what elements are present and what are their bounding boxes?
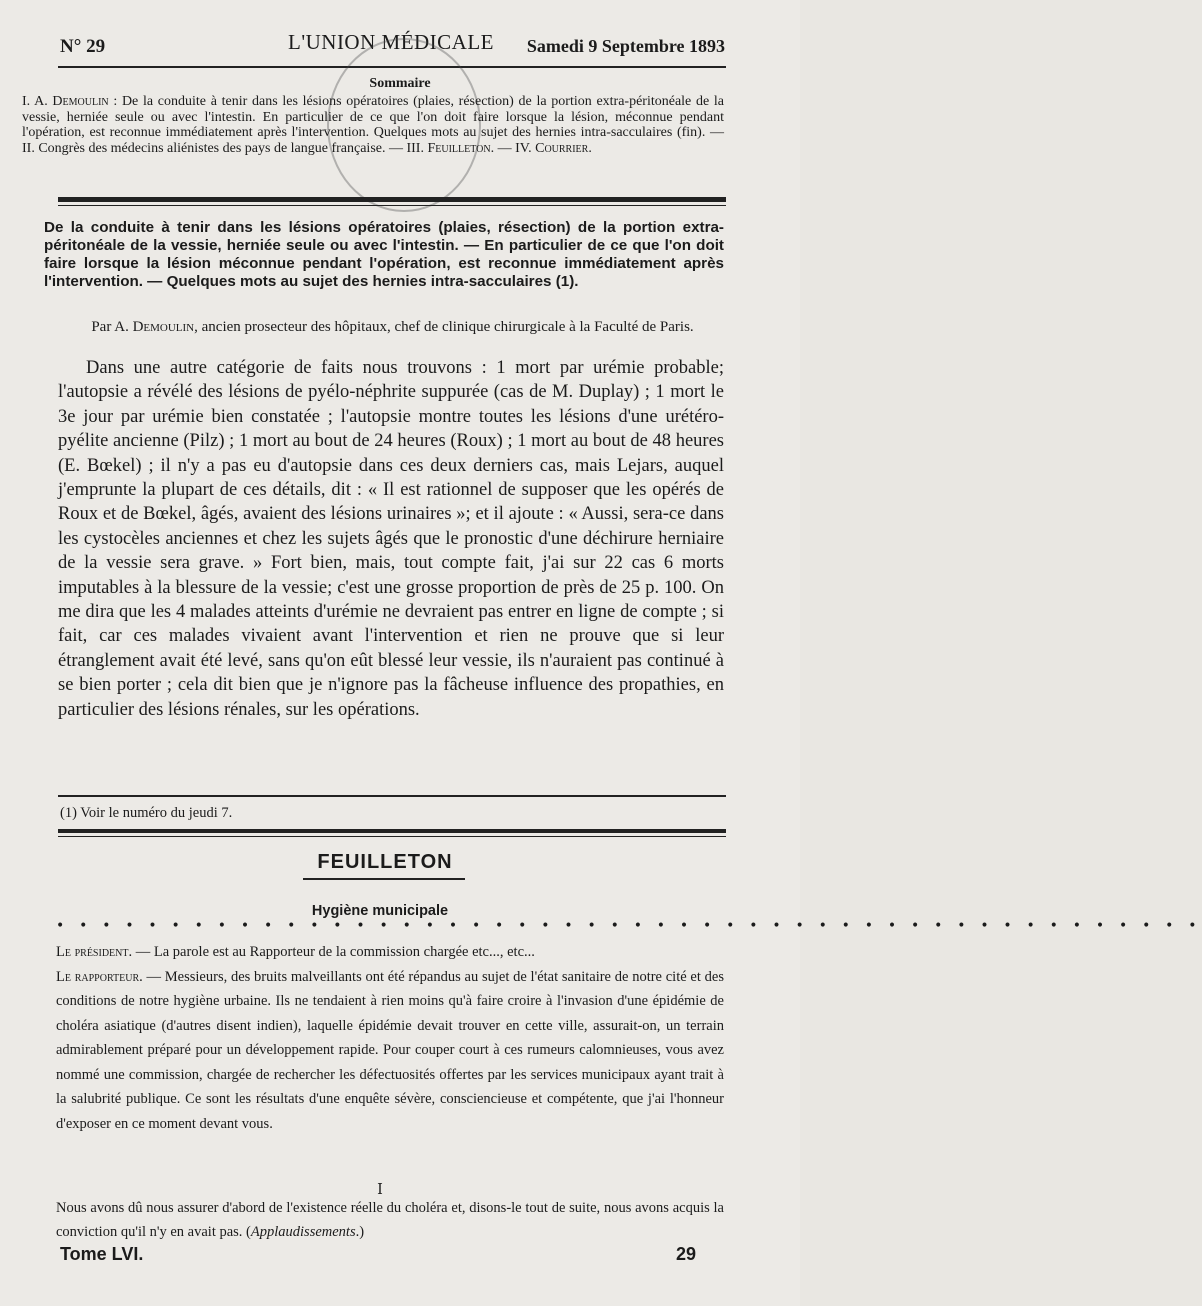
issue-number: N° 29 <box>60 36 106 57</box>
byline-affiliation: , ancien prosecteur des hôpitaux, chef de clinique chirurgicale à la Faculté de Paris. <box>194 319 694 335</box>
byline-author: Demoulin <box>132 319 195 335</box>
byline-prefix: Par A. <box>91 319 133 335</box>
president-speech: — La parole est au Rapporteur de la commission chargée etc..., etc... <box>132 944 535 960</box>
article-byline <box>60 318 725 336</box>
feuilleton-dialogue <box>56 940 724 1136</box>
issue-date: Samedi 9 Septembre 1893 <box>526 36 725 56</box>
footnote-rule <box>58 795 726 797</box>
article-body: Dans une autre catégorie de faits nous trouvons : 1 mort par urémie probable; l'autopsie a révélé des lésions de pyélo-néphrite suppurée (cas de M. Duplay) ; 1 mort le 3e jour par urémie bien constatée ; l'autopsie montre toutes les lésions d'une urétéro-pyélite ancienne (Pilz) ; 1 mort au bout de 24 heures (Roux) ; 1 mort au bout de 48 heures (E. Bœkel) ; il n'y a pas eu d'autopsie dans ces deux derniers cas, mais Lejars, auquel j'emprunte la plupart de ces détails, dit : « Il est rationnel de supposer que les opérés de Roux et de Bœkel, âgés, avaient des lésions urinaires »; et il ajoute : « Aussi, sera-ce dans les cystocèles anciennes et chez les sujets âgés que le pronostic d'une déchirure herniaire de la vessie sera grave. » Fort bien, mais, tout compte fait, j'ai sur 22 cas 6 morts imputables à la blessure de la vessie; c'est une grosse proportion de près de 25 p. 100. On me dira que les 4 malades atteints d'urémie ne devraient pas entrer en ligne de compte ; si fait, car ces malades vivaient avant l'intervention et rien ne prouve que si leur étranglement avait été levé, sans qu'on eût blessé leur vessie, ils n'auraient pas continué à se bien porter ; cela dit bien que je n'ignore pas la fâcheuse influence des propathies, en particulier des lésions rénales, sur les opérations. <box>58 358 724 720</box>
summary-courrier-label: Courrier <box>535 140 589 156</box>
speaker-president: Le président. <box>56 944 133 960</box>
dialogue-line-rapporteur <box>56 965 724 1137</box>
summary-part-2: . — IV. <box>490 140 536 156</box>
footer-tome: Tome LVI. <box>60 1244 144 1264</box>
dialogue-line-president <box>56 940 724 965</box>
summary-rule-thick <box>58 197 726 202</box>
summary-author: Demoulin <box>52 94 109 109</box>
speaker-rapporteur: Le rapporteur. <box>56 968 143 985</box>
feuilleton-heading-underline <box>303 878 465 880</box>
feuilleton-subheading: Hygiène municipale <box>311 903 449 919</box>
rapporteur-speech: — Messieurs, des bruits malveillants ont été répandus au sujet de l'état sanitaire de notre cité et des conditions de notre hygiène urbaine. Ils ne tendaient à rien moins qu'à faire croire à l'invasion d'une épidémie de choléra asiatique (d'autres disent indien), laquelle épidémie devait trouver en cette ville, assurait-on, un terrain admirablement préparé pour un développement rapide. Pour couper court à ces rumeurs calomnieuses, vous avez nommé une commission, chargée de rechercher les défectuosités offertes par les services municipaux ayant trait à la salubrité publique. Ce sont les résultats d'une enquête sévère, consciencieuse et compétente, que j'ai l'honneur d'exposer en ce moment devant vous. <box>56 968 724 1132</box>
footer-page-number: 29 <box>676 1244 697 1264</box>
summary-part-3: . <box>588 140 592 156</box>
summary-title: Sommaire <box>369 76 431 91</box>
footnote: (1) Voir le numéro du jeudi 7. <box>60 805 233 821</box>
summary-rule-thin <box>58 205 726 206</box>
feuilleton-rule-top <box>58 829 726 833</box>
feuilleton-rule-bottom <box>58 836 726 837</box>
journal-title: L'UNION MÉDICALE <box>288 30 495 54</box>
feuilleton-paragraph <box>56 1196 724 1244</box>
applause-text: Applaudissements <box>250 1224 356 1240</box>
summary-part-1: : De la conduite à tenir dans les lésions opératoires (plaies, résection) de la portion extra-péritonéale de la vessie, herniée seule ou avec l'intestin. En particulier de ce que l'on doit faire lorsque la lésion, méconnue pendant l'opération, est reconnue immédiatement après l'intervention. Quelques mots au sujet des hernies intra-sacculaires (fin). — II. Congrès des médecins aliénistes des pays de langue française. — III. <box>22 94 725 156</box>
ellipsis-line: • • • • • • • • • • • • • • • • • • • • • • • • • • • • • • • • • • • • • • • • • • • • • • • • • • <box>56 918 1202 934</box>
paragraph-end: .) <box>355 1224 365 1240</box>
feuilleton-heading: FEUILLETON <box>317 851 453 873</box>
article-title: De la conduite à tenir dans les lésions opératoires (plaies, résection) de la portion extra-péritonéale de la vessie, herniée seule ou avec l'intestin. — En particulier de ce que l'on doit faire lorsque la lésion méconnue pendant l'opération, est reconnue immédiatement après l'intervention. — Quelques mots au sujet des hernies intra-sacculaires (1). <box>44 219 724 290</box>
summary-feuilleton-label: Feuilleton <box>427 140 491 156</box>
summary-prefix: I. A. <box>22 94 53 109</box>
section-number: I <box>377 1182 383 1198</box>
paragraph-text: Nous avons dû nous assurer d'abord de l'existence réelle du choléra et, disons-le tout de suite, nous avons acquis la conviction qu'il n'y en avait pas. ( <box>56 1200 724 1240</box>
summary-text <box>22 94 724 156</box>
